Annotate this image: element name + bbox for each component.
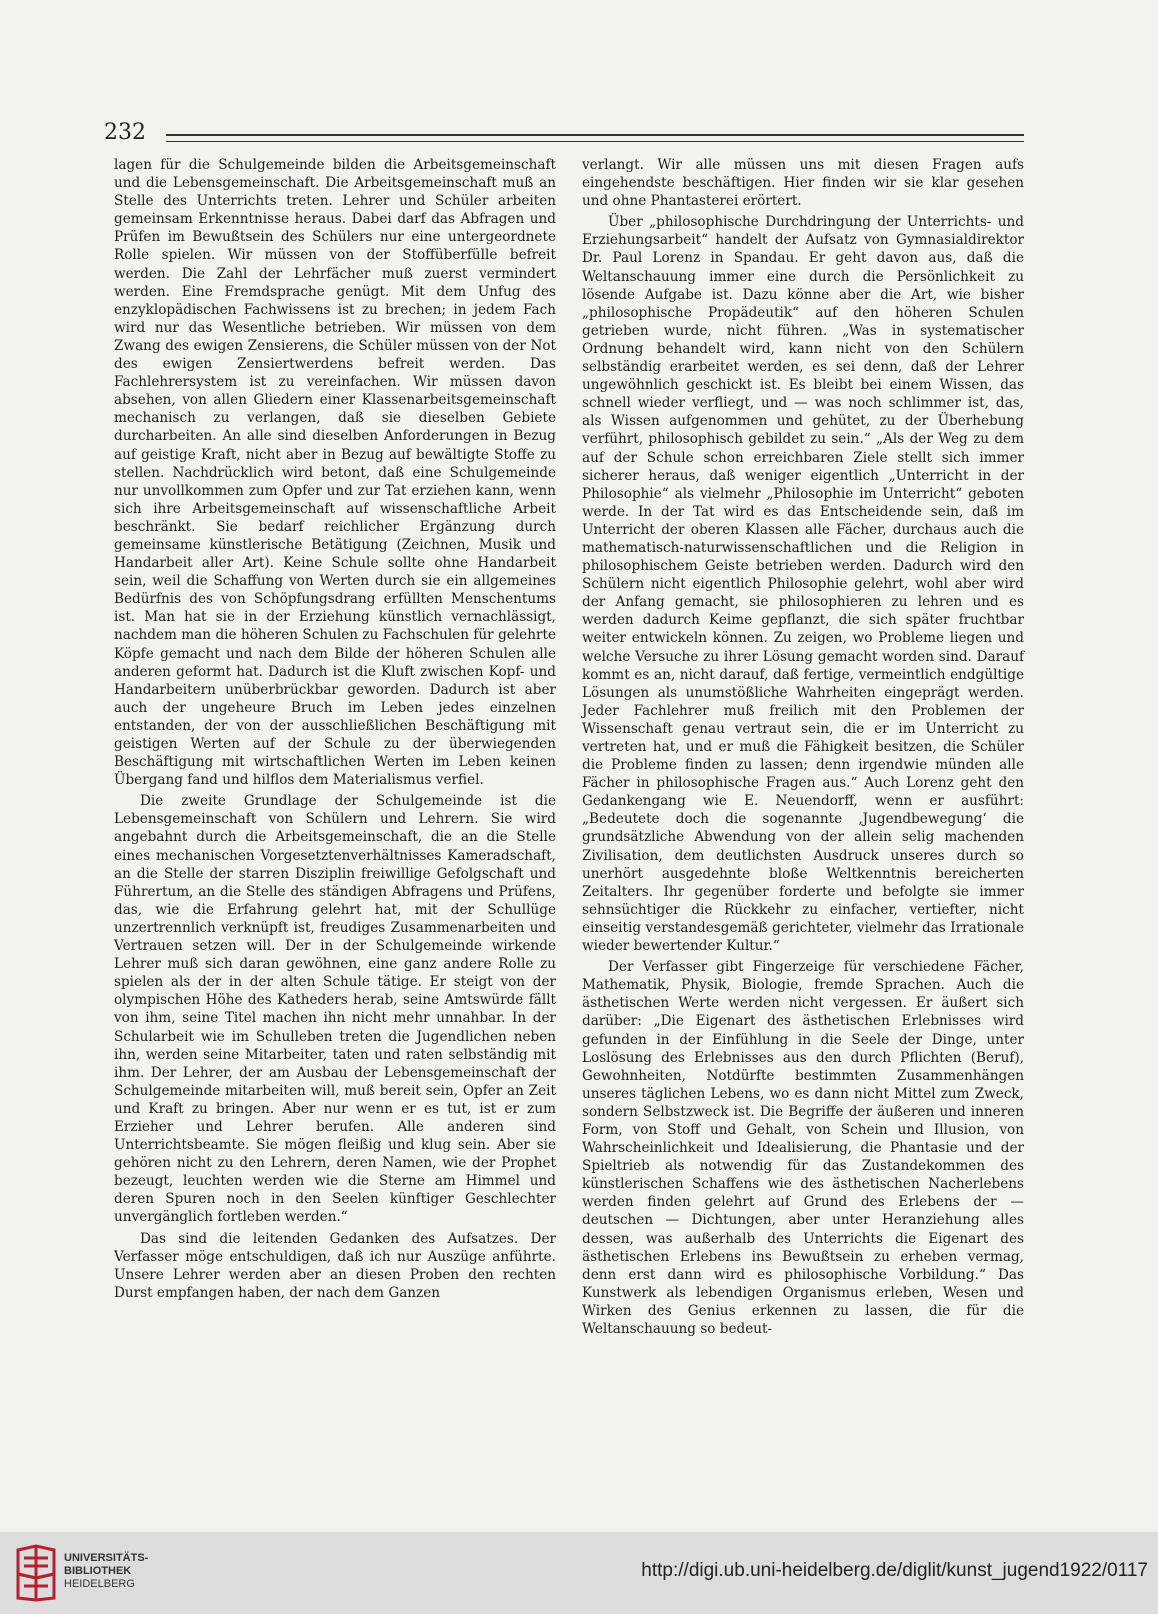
page-number: 232 [104,120,146,145]
right-paragraph-2: Über „philosophische Durchdringung der Unterrichts- und Erziehungsarbeit“ handelt der Aufsatz von Gymnasialdirektor Dr. Paul Lorenz in Spandau. Er geht davon aus, daß die Weltanschauung immer eine durch die Persönlichkeit zu lösende Aufgabe ist. Dazu könne aber die Art, wie bisher „philosophische Propädeutik“ auf den höheren Schulen getrieben wurde, nicht führen. „Was in systematischer Ordnung behandelt wird, kann nicht von den Schülern selbständig erarbeitet werden, es sei denn, daß der Lehrer ungewöhnlich geschickt ist. Es bleibt bei einem Wissen, das schnell wieder verfliegt, und — was noch schlimmer ist, das, als Wissen aufgenommen und gehütet, zu der Überhebung verführt, philosophisch gebildet zu sein.“ „Als der Weg zu dem auf der Schule schon erreichbaren Ziele stellt sich immer sicherer heraus, daß weniger eigentlich „Unterricht in der Philosophie“ als vielmehr „Philosophie im Unterricht“ geboten werde. In der Tat wird es das Entscheidende sein, daß im Unterricht der oberen Klassen alle Fächer, durchaus auch die mathematisch-naturwissenschaftlichen und die Religion in philosophischem Geiste betrieben werden. Dadurch wird den Schülern nicht eigentlich Philosophie gelehrt, wohl aber wird der Anfang gemacht, sie philosophieren zu lehren und es werden dadurch Keime gepflanzt, die sich später fruchtbar weiter entwickeln können. Zu zeigen, wo Probleme liegen und welche Versuche zu ihrer Lösung gemacht worden sind. Darauf kommt es an, nicht darauf, daß fertige, vermeintlich endgültige Lösungen als unumstößliche Wahrheiten eingeprägt werden. Jeder Fachlehrer muß freilich mit den Problemen der Wissenschaft genau vertraut sein, die er im Unterricht zu vertreten hat, und er muß die Fähigkeit besitzen, die Schüler die Probleme finden zu lassen; denn irgendwie münden alle Fächer in philosophische Fragen aus.“ Auch Lorenz geht den Gedankengang wie E. Neuendorff, wenn er ausführt: „Bedeutete doch die sogenannte ‚Jugendbewegung‘ die grundsätzliche Abwendung von der allein selig machenden Zivilisation, dem deutlichsten Ausdruck unseres durch so unerhört ausgedehnte bloße Weltkenntnis bereicherten Zeitalters. Ihr gegenüber forderte und befolgte sie immer sehnsüchtiger die Rückkehr zu einfacher, vertiefter, nicht einseitig verstandesgemäß gerichteter, vielmehr das Irrationale wieder bewertender Kultur.“ [582,214,1024,955]
footer-bar [0,1532,1158,1614]
institution-line-3: HEIDELBERG [64,1578,135,1590]
right-column [582,156,1024,1338]
source-url-link[interactable]: http://digi.ub.uni-heidelberg.de/diglit/kunst_jugend1922/0117 [641,1560,1148,1581]
right-paragraph-3: Der Verfasser gibt Fingerzeige für verschiedene Fächer, Mathematik, Physik, Biologie, fremde Sprachen. Auch die ästhetischen Werte werden nicht vergessen. Er äußert sich darüber: „Die Eigenart des ästhetischen Erlebnisses wird gefunden in der Einfühlung in die Seele der Dinge, unter Loslösung des Erlebnisses aus den durch Pflichten (Beruf), Gewohnheiten, Notdürfte bestimmten Zusammenhängen unseres täglichen Lebens, wo es dann nicht Mittel zum Zweck, sondern Selbstzweck ist. Die Begriffe der äußeren und inneren Form, von Stoff und Gehalt, von Schein und Illusion, von Wahrscheinlichkeit und Idealisierung, die Phantasie und der Spieltrieb als notwendig für das Zustandekommen des künstlerischen Schaffens wie des ästhetischen Nacherlebens werden finden gelehrt auf Grund des Erlebens der — deutschen — Dichtungen, aber unter Heranziehung alles dessen, was außerhalb des Unterrichts die Eigenart des ästhetischen Erlebens ins Bewußtsein zu erheben vermag, denn erst dann wird es philosophische Vorbildung.“ Das Kunstwerk als lebendigen Organismus erleben, Wesen und Wirken des Genius erkennen zu lassen, die für die Weltanschauung so bedeut- [582,959,1024,1337]
right-paragraph-1: verlangt. Wir alle müssen uns mit diesen Fragen aufs eingehendste beschäftigen. Hier finden wir sie klar gesehen und ohne Phantasterei erörtert. [582,157,1024,210]
institution-name [64,1552,184,1591]
left-paragraph-1: lagen für die Schulgemeinde bilden die Arbeitsgemeinschaft und die Lebensgemeinschaft. Die Arbeitsgemeinschaft muß an Stelle des Unterrichts treten. Lehrer und Schüler arbeiten gemeinsam Erkenntnisse heraus. Dabei darf das Abfragen und Prüfen im Bewußtsein des Schülers nur eine untergeordnete Rolle spielen. Wir müssen von der Stoffüberfülle befreit werden. Die Zahl der Lehrfächer muß zuerst vermindert werden. Eine Fremdsprache genügt. Mit dem Unfug des enzyklopädischen Fachwissens ist zu brechen; in jedem Fach wird nur das Wesentliche betrieben. Wir müssen von dem Zwang des ewigen Zensierens, die Schüler müssen von der Not des ewigen Zensiertwerdens befreit werden. Das Fachlehrersystem ist zu vereinfachen. Wir müssen davon absehen, von allen Gliedern einer Klassenarbeitsgemeinschaft mechanisch zu verlangen, daß sie dieselben Gebiete durcharbeiten. An alle sind dieselben Anforderungen in Bezug auf geistige Kraft, nicht aber in Bezug auf bewältigte Stoffe zu stellen. Nachdrücklich wird betont, daß eine Schulgemeinde nur unvollkommen zum Opfer und zur Tat erziehen kann, wenn sich ihre Arbeitsgemeinschaft auf wissenschaftliche Arbeit beschränkt. Sie bedarf reichlicher Ergänzung durch gemeinsame künstlerische Betätigung (Zeichnen, Musik und Handarbeit aller Art). Keine Schule sollte ohne Handarbeit sein, weil die Schaffung von Werten durch sie ein allgemeines Bedürfnis des von Schöpfungsdrang erfüllten Menschentums ist. Man hat sie in der Erziehung künstlich vernachlässigt, nachdem man die höheren Schulen zu Fachschulen für gelehrte Köpfe gemacht und nach dem Bilde der höheren Schulen alle anderen geformt hat. Dadurch ist die Kluft zwischen Kopf- und Handarbeitern unüberbrückbar geworden. Dadurch ist aber auch der ungeheure Bruch im Leben jedes einzelnen entstanden, der von der ausschließlichen Beschäftigung mit geistigen Werten auf der Schule zu der überwiegenden Beschäftigung mit wirtschaftlichen Werten im Leben keinen Übergang fand und hilflos dem Materialismus verfiel. [114,157,556,789]
left-paragraph-3: Das sind die leitenden Gedanken des Aufsatzes. Der Verfasser möge entschuldigen, daß ich nur Auszüge anführte. Unsere Lehrer werden aber an diesen Proben den rechten Durst empfangen haben, der nach dem Ganzen [114,1230,556,1301]
left-column [114,156,556,1302]
page-header [104,120,1024,150]
institution-line-1: UNIVERSITÄTS- [64,1552,149,1564]
left-paragraph-2: Die zweite Grundlage der Schulgemeinde ist die Lebensgemeinschaft von Schülern und Lehrern. Sie wird angebahnt durch die Arbeitsgemeinschaft, die an die Stelle eines mechanischen Vorgesetztenverhältnisses Kameradschaft, an die Stelle der starren Disziplin freiwillige Gefolgschaft und Führertum, an die Stelle des ständigen Abfragens und Prüfens, das, wie die Erfahrung gelehrt hat, mit der Schullüge unzertrennlich verknüpft ist, freudiges Zusammenarbeiten und Vertrauen setzen will. Der in der Schulgemeinde wirkende Lehrer muß sich daran gewöhnen, eine ganz andere Rolle zu spielen als der in der alten Schule tätige. Er steigt von der olympischen Höhe des Katheders herab, seine Amtswürde fällt von ihm, seine Titel machen ihn nicht mehr unnahbar. In der Schularbeit wie im Schulleben treten die Jugendlichen neben ihn, werden seine Mitarbeiter, taten und raten selbständig mit ihm. Der Lehrer, der am Ausbau der Lebensgemeinschaft der Schulgemeinde mitarbeiten will, muß bereit sein, Opfer an Zeit und Kraft zu bringen. Aber nur wenn er es tut, ist er zum Erzieher und Lehrer berufen. Alle anderen sind Unterrichtsbeamte. Sie mögen fleißig und klug sein. Aber sie gehören nicht zu den Lehrern, deren Namen, wie der Prophet bezeugt, leuchten werden wie die Sterne am Himmel und deren Spuren noch in den Seelen künftiger Geschlechter unvergänglich fortleben werden.“ [114,793,556,1226]
institution-line-2: BIBLIOTHEK [64,1565,132,1577]
university-library-logo-icon [14,1544,58,1602]
header-rule [166,134,1024,142]
